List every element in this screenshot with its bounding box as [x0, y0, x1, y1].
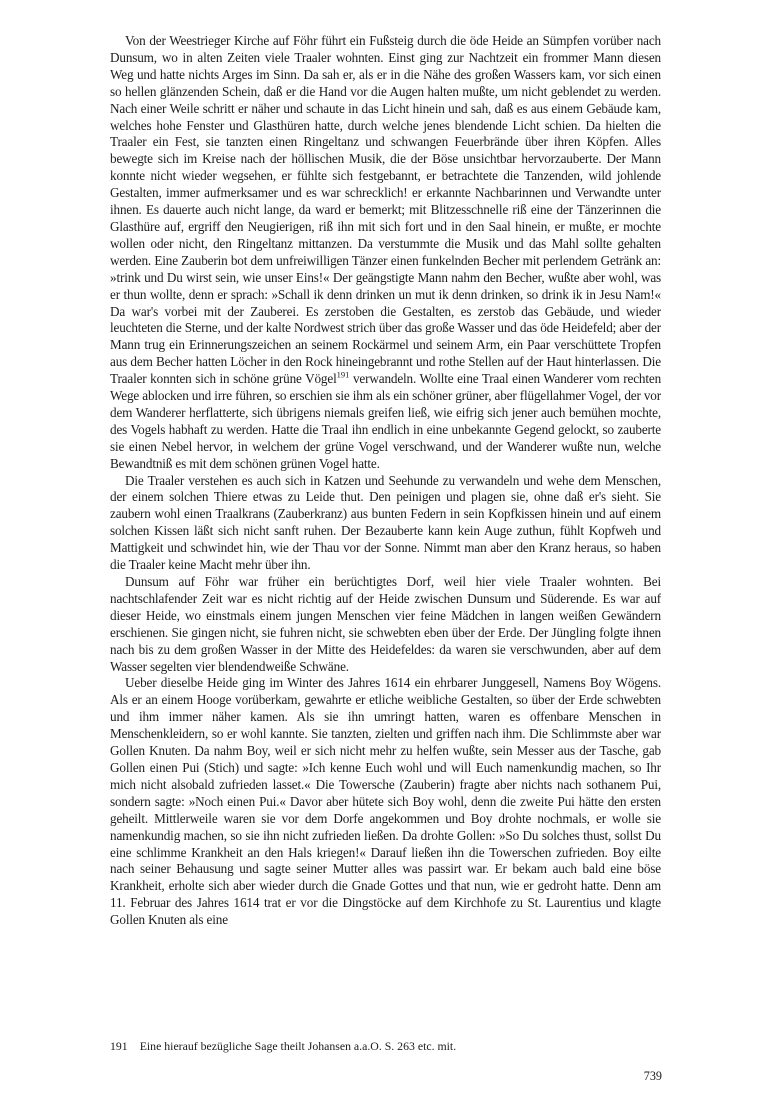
paragraph-2: Die Traaler verstehen es auch sich in Katzen und Seehunde zu verwandeln und wehe dem Menschen, der einem solchen Thiere etwas zu Leide thut. Den peinigen und plagen sie, ohne daß er's sieht. Sie zaubern wohl einen Traalkrans (Zauberkranz) aus bunten Federn in sein Kopfkissen hinein und auf einem solchen Kissen läßt sich nicht sanft ruhen. Der Bezauberte kann kein Auge zuthun, fühlt Kopfweh und Mattigkeit und schwindet hin, wie der Thau vor der Sonne. Nimmt man aber den Kranz heraus, so haben die Traaler keine Macht mehr über ihn. — [110, 472, 661, 573]
footnote — [110, 1039, 661, 1053]
footnote-number: 191 — [110, 1039, 128, 1053]
paragraph-3: Dunsum auf Föhr war früher ein berüchtigtes Dorf, weil hier viele Traaler wohnten. Bei nachtschlafender Zeit war es nicht richtig auf der Heide zwischen Dunsum und Süderende. Es war auf dieser Heide, wo einstmals einem jungen Menschen vier feine Mädchen in langen weißen Gewändern erschienen. Sie gingen nicht, sie fuhren nicht, sie schwebten eben über der Erde. Der Jüngling folgte ihnen nach bis zu dem großen Wasser in der Mitte des Heidefeldes: da waren sie verschwunden, aber auf dem Wasser segelten vier blendendweiße Schwäne. — [110, 574, 661, 674]
paragraph-4: Ueber dieselbe Heide ging im Winter des Jahres 1614 ein ehrbarer Junggesell, Namens Boy Wögens. Als er an einem Hooge vorüberkam, gewahrte er etliche weibliche Gestalten, so über der Erde schwebten und ihm immer näher kamen. Als sie ihn umringt hatten, waren es offenbare Menschen in Menschenkleidern, so er wohl kannte. Sie tanzten, zielten und griffen nach ihm. Die Schlimmste aber war Gollen Knuten. Da nahm Boy, weil er sich nicht mehr zu helfen wußte, sein Messer aus der Tasche, gab Gollen einen Pui (Stich) und sagte: »Ich kenne Euch wohl und will Euch namenkundig machen, so Ihr mich nicht alsobald zufrieden lasset.« Die Towersche (Zauberin) fragte aber nichts nach sothanem Pui, sondern sagte: »Noch einen Pui.« Davor aber hütete sich Boy wohl, denn die zweite Pui hätte den ersten geheilt. Mittlerweile waren sie vor dem Dorfe angekommen und Boy drohte nochmals, er wolle sie namenkundig machen, so sie ihn nicht zufrieden ließen. Da drohte Gollen: »So Du solches thust, sollst Du eine schlimme Krankheit an den Hals kriegen!« Darauf ließen ihn die Towerschen zufrieden. Boy eilte nach seiner Behausung und sagte seiner Mutter alles was passirt war. Er bekam auch bald eine böse Krankheit, erholte sich aber wieder durch die Gnade Gottes und that nun, wie er gedroht hatte. Denn am 11. Februar des Jahres 1614 trat er vor die Dingstöcke auf dem Kirchhofe zu St. Laurentius und klagte Gollen Knuten als eine — [110, 675, 661, 928]
footnote-text: Eine hierauf bezügliche Sage theilt Johansen a.a.O. S. 263 etc. mit. — [139, 1039, 457, 1053]
paragraph-1 — [110, 33, 661, 473]
page-number: 739 — [643, 1069, 662, 1083]
footnote-reference: 191 — [336, 369, 350, 380]
paragraph-1-text-before-ref: Von der Weestrieger Kirche auf Föhr führt ein Fußsteig durch die öde Heide an Sümpfen vorüber nach Dunsum, wo in alten Zeiten viele Traaler wohnten. Einst ging zur Nachtzeit ein frommer Mann diesen Weg und hatte nichts Arges im Sinn. Da sah er, als er in die Nähe des großen Wassers kam, vor sich einen so hellen glänzenden Schein, daß er die Hand vor die Augen halten mußte, um nicht geblendet zu werden. Nach einer Weile schritt er näher und schaute in das Licht hinein und sah, daß es aus einem Gebäude kam, welches hohe Fenster und Glasthüren hatte, durch welche jenes blendende Licht schien. Da hielten die Traaler ein Fest, sie tanzten einen Ringeltanz und schwangen Feuerbrände über ihren Köpfen. Alles bewegte sich im Kreise nach der höllischen Musik, die der Böse unsichtbar hervorzauberte. Der Mann konnte nicht wieder wegsehen, er fühlte sich festgebannt, er betrachtete die Tanzenden, wild johlende Gestalten, immer aufmerksamer und es war schrecklich! er erkannte Nachbarinnen und Verwandte unter ihnen. Es dauerte auch nicht lange, da ward er bemerkt; mit Blitzesschnelle riß eine der Tänzerinnen die Glasthüre auf, ergriff den Neugierigen, riß ihn mit sich fort und in den Saal hinein, er mußte, er mochte wollen oder nicht, den Ringeltanz mittanzen. Da verstummte die Musik und das Mahl sollte gehalten werden. Eine Zauberin bot dem unfreiwilligen Tänzer einen funkelnden Becher mit perlendem Getränk an: »trink und Du wirst sein, wie unser Eins!« Der geängstigte Mann nahm den Becher, wußte aber wohl, was er thun wollte, denn er sprach: »Schall ik denn drinken un mut ik denn drinken, so drink ik in Jesu Nam!« Da war's vorbei mit der Zauberei. Es zerstoben die Gestalten, es zerstob das Gebäude, und wieder leuchteten die Sterne, und der kalte Nordwest strich über das große Wasser und das öde Heidefeld; aber der Mann trug ein Erinnerungszeichen an seinem Rockärmel und seinem Arm, ein Paar verschüttete Tropfen aus dem Becher hatten Löcher in den Rock hineingebrannt und rothe Stellen auf der Haut hinterlassen. Die Traaler konnten sich in schöne grüne Vögel — [110, 33, 661, 387]
paragraph-1-text-after-ref: verwandeln. Wollte eine Traal einen Wanderer vom rechten Wege ablocken und irre führen, so erschien sie ihm als ein schöner grüner, aber flügellahmer Vogel, der vor dem Wanderer herflatterte, sich übrigens niemals greifen ließ, wie eifrig sich jener auch bemühen mochte, des Vogels habhaft zu werden. Hatte die Traal ihn endlich in eine unbekannte Gegend gelockt, so zauberte sie einen Nebel hervor, in welchem der grüne Vogel verschwand, und der Wanderer wußte nun, welche Bewandtniß es mit dem schönen grünen Vogel hatte. — [110, 371, 661, 471]
body-text — [110, 33, 661, 929]
